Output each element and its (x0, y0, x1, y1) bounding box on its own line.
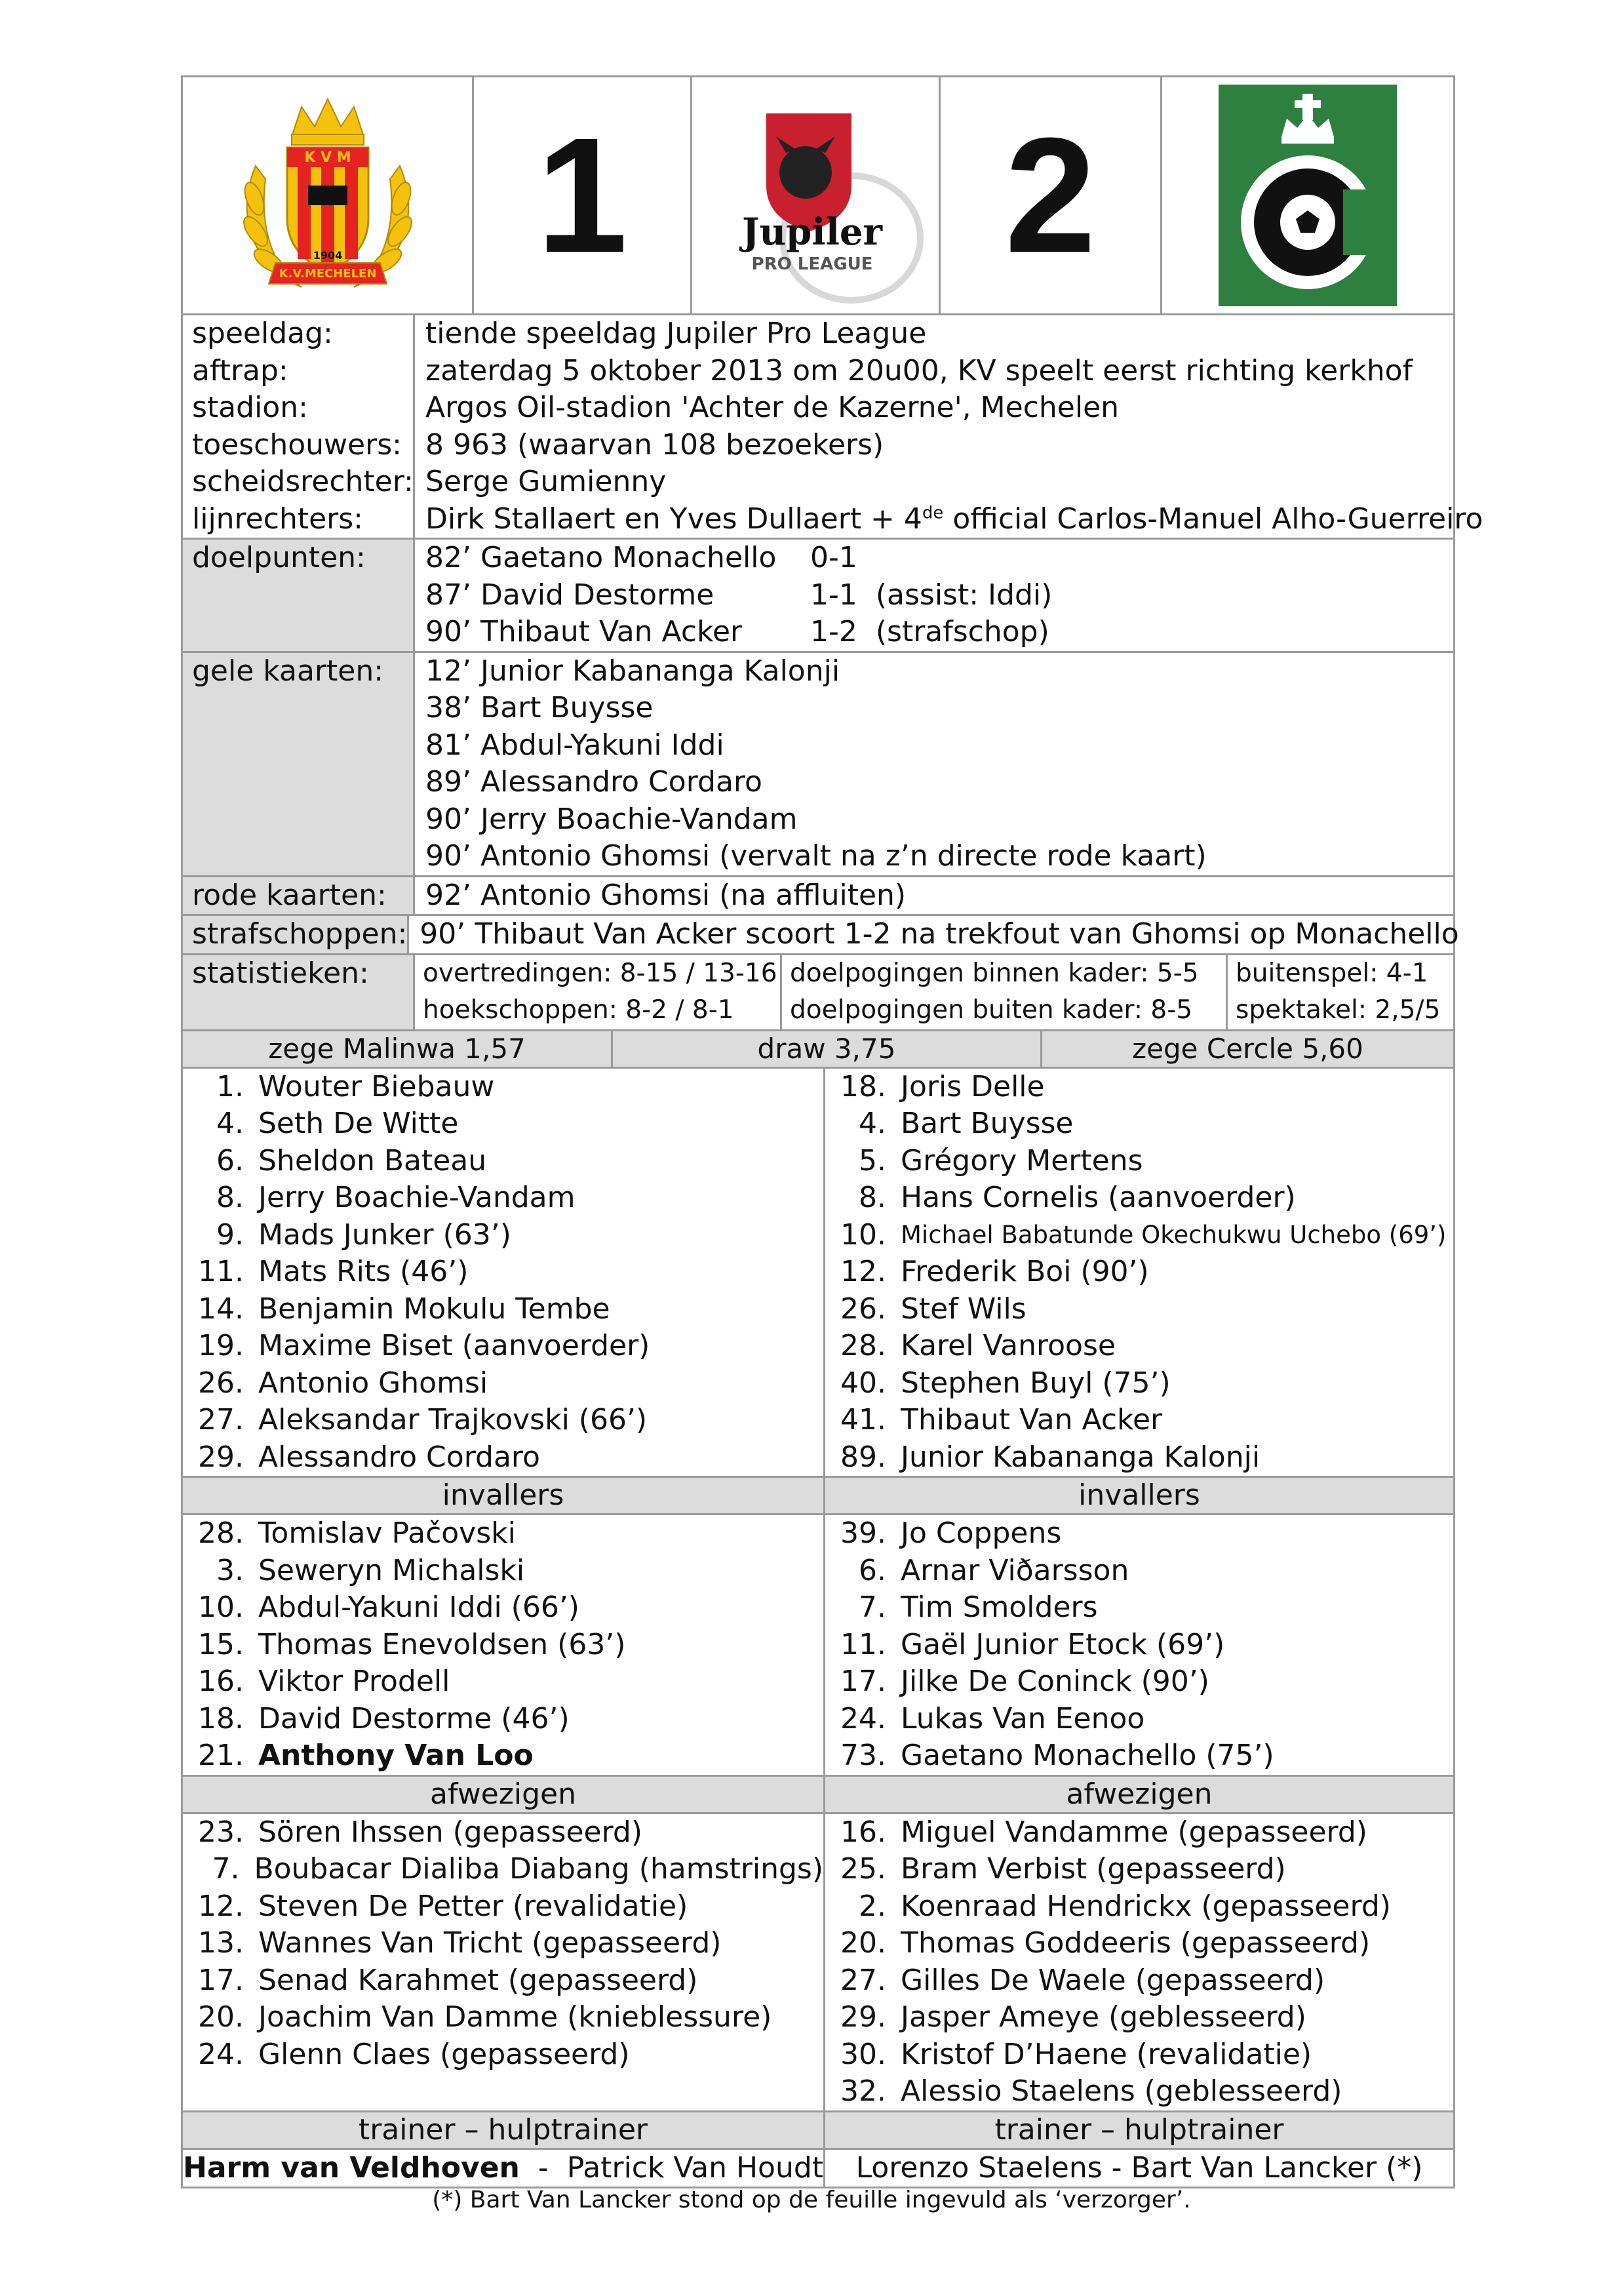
player-name: Wouter Biebauw (258, 1069, 495, 1103)
shirt-number: 27. (840, 1963, 886, 1997)
list-item (825, 1069, 1453, 1106)
player-name: Kristof D’Haene (revalidatie) (901, 2037, 1312, 2071)
shirt-number: 6. (216, 1143, 244, 1178)
card-player: Alessandro Cordaro (480, 765, 762, 799)
yellow-card-row (425, 653, 1453, 690)
stat-corners: hoekschoppen: 8-2 / 8-1 (423, 995, 734, 1025)
shirt-number: 10. (198, 1591, 244, 1624)
player-name: Arnar Viðarsson (901, 1553, 1129, 1587)
shirt-number: 16. (840, 1815, 886, 1849)
away-starters (825, 1069, 1453, 1476)
trainers-row (183, 2150, 1453, 2187)
penalties-list (409, 916, 1458, 953)
league-logo-cell (692, 77, 941, 313)
player-name: Seweryn Michalski (258, 1553, 525, 1587)
goals-list (415, 540, 1453, 651)
lijnrechters-post: official Carlos-Manuel Alho-Guerreiro (943, 502, 1483, 536)
list-item (825, 1851, 1453, 1888)
shirt-number: 12. (840, 1255, 886, 1288)
list-item (183, 1328, 823, 1365)
shirt-number: 26. (198, 1366, 244, 1400)
list-item (183, 1888, 823, 1926)
shirt-number: 73. (840, 1739, 886, 1772)
home-starters (183, 1069, 825, 1476)
card-player: Antonio Ghomsi (na affluiten) (480, 878, 907, 912)
shirt-number: 16. (198, 1665, 244, 1698)
match-report-sheet (181, 75, 1483, 2188)
shirt-number: 11. (840, 1627, 886, 1661)
player-name: Senad Karahmet (gepasseerd) (258, 1963, 698, 1997)
shirt-number: 2. (859, 1889, 886, 1923)
player-name: Jasper Ameye (geblesseerd) (901, 2000, 1306, 2034)
player-name: Alessio Staelens (geblesseerd) (901, 2074, 1342, 2108)
yellow-label-cell (183, 653, 415, 875)
red-cards-list (415, 877, 1453, 915)
yellow-card-row (425, 690, 1453, 727)
player-name: Stephen Buyl (75’) (901, 1366, 1171, 1400)
player-name: Joris Delle (901, 1069, 1045, 1103)
list-item (183, 1553, 823, 1590)
player-name: Viktor Prodell (258, 1665, 450, 1698)
player-name: David Destorme (46’) (258, 1701, 570, 1735)
info-label-aftrap: aftrap: (192, 353, 288, 387)
list-item (825, 1737, 1453, 1775)
stat-shots-off-target: doelpogingen buiten kader: 8-5 (790, 995, 1193, 1025)
stat-offside: buitenspel: 4-1 (1236, 958, 1428, 988)
shirt-number: 28. (198, 1516, 244, 1550)
absentees (183, 1814, 1453, 2112)
goal-minute: 90’ (425, 615, 471, 648)
red-cards-block (183, 877, 1453, 917)
player-name: Thibaut Van Acker (901, 1403, 1163, 1436)
shirt-number: 24. (840, 1701, 886, 1735)
trainer-separator: - (519, 2150, 567, 2185)
away-trainer-heading: trainer – hulptrainer (994, 2112, 1284, 2147)
shirt-number: 7. (212, 1852, 240, 1886)
card-player: Antonio Ghomsi (vervalt na z’n directe rode kaart) (480, 839, 1207, 873)
list-item (825, 1888, 1453, 1926)
player-name: Koenraad Hendrickx (gepasseerd) (901, 1889, 1391, 1923)
player-name: Bram Verbist (gepasseerd) (901, 1852, 1286, 1886)
penalty-row (420, 916, 1458, 953)
card-minute: 90’ (425, 802, 471, 836)
list-item (825, 1291, 1453, 1328)
home-subs-heading: invallers (183, 1478, 825, 1513)
shirt-number: 32. (840, 2074, 886, 2108)
stats-block (183, 955, 1453, 1031)
shirt-number: 20. (840, 1926, 886, 1960)
away-absent (825, 1814, 1453, 2110)
card-player: Jerry Boachie-Vandam (480, 802, 798, 836)
list-item (825, 1328, 1453, 1365)
info-label-lijnrechters: lijnrechters: (192, 502, 363, 536)
yellow-card-row (425, 727, 1453, 764)
stat-fouls: overtredingen: 8-15 / 13-16 (423, 958, 777, 988)
away-subs-heading: invallers (1078, 1478, 1200, 1512)
shirt-number: 39. (840, 1516, 886, 1550)
shirt-number: 13. (198, 1926, 244, 1960)
info-label-stadion: stadion: (192, 391, 308, 424)
shirt-number: 4. (859, 1107, 886, 1140)
yellow-card-row (425, 838, 1453, 875)
crest-year: 1904 (313, 249, 342, 262)
info-value-lijnrechters (425, 501, 1483, 538)
goal-row (425, 577, 1453, 614)
player-name: Bart Buysse (901, 1107, 1074, 1140)
yellow-cards-block (183, 653, 1453, 877)
stats-col-shots (782, 955, 1228, 1029)
shirt-number: 15. (198, 1627, 244, 1661)
stats-label-cell (183, 955, 415, 1029)
card-minute: 89’ (425, 765, 471, 799)
player-name: Aleksandar Trajkovski (66’) (258, 1403, 648, 1436)
general-info-block (183, 315, 1483, 540)
goal-player: Thibaut Van Acker (480, 615, 743, 648)
kv-mechelen-crest-icon (229, 87, 426, 304)
yellow-card-row (425, 764, 1453, 801)
subs-header (183, 1478, 1453, 1515)
card-minute: 90’ (425, 839, 471, 873)
list-item (183, 1589, 823, 1627)
shirt-number: 26. (840, 1292, 886, 1326)
info-value-scheidsrechter: Serge Gumienny (425, 465, 667, 498)
lijnrechters-sup: de (922, 502, 944, 523)
away-crest-cell (1162, 77, 1453, 313)
card-player: Abdul-Yakuni Iddi (480, 728, 724, 762)
player-name: Miguel Vandamme (gepasseerd) (901, 1815, 1367, 1849)
card-minute: 12’ (425, 654, 471, 688)
list-item (183, 2036, 823, 2074)
player-name: Jerry Boachie-Vandam (258, 1181, 576, 1214)
red-label-cell (183, 877, 415, 915)
player-name: Abdul-Yakuni Iddi (66’) (258, 1591, 579, 1624)
substitutes (183, 1515, 1453, 1777)
list-item (825, 1515, 1453, 1553)
goal-score: 0-1 (810, 541, 857, 574)
list-item (183, 1962, 823, 2000)
home-crest-cell (183, 77, 474, 313)
goals-label-cell (183, 540, 415, 651)
odds-bar (183, 1031, 1453, 1069)
goal-player: David Destorme (480, 578, 714, 612)
trainer-header (183, 2112, 1453, 2150)
shirt-number: 1. (216, 1069, 244, 1103)
general-info-labels (183, 315, 415, 538)
yellow-cards-list (415, 653, 1453, 875)
player-name: Sören Ihssen (gepasseerd) (258, 1815, 643, 1849)
shirt-number: 18. (840, 1069, 886, 1103)
home-score-cell (474, 77, 692, 313)
list-item (825, 1365, 1453, 1402)
away-trainers: Lorenzo Staelens - Bart Van Lancker (*) (855, 2150, 1423, 2185)
player-name: Joachim Van Damme (knieblessure) (258, 2000, 772, 2034)
info-value-toeschouwers: 8 963 (waarvan 108 bezoekers) (425, 427, 884, 462)
stats-values (415, 955, 1453, 1029)
penalty-label-cell (183, 916, 409, 953)
lijnrechters-pre: Dirk Stallaert en Yves Dullaert + 4 (425, 502, 922, 536)
goal-row (425, 614, 1453, 651)
player-name: Jilke De Coninck (90’) (901, 1665, 1209, 1698)
list-item (825, 1962, 1453, 2000)
shirt-number: 40. (840, 1366, 886, 1400)
stats-col-offside-spectacle (1228, 955, 1453, 1029)
general-info-values (415, 315, 1483, 538)
list-item (183, 1439, 823, 1476)
shirt-number: 8. (216, 1181, 244, 1214)
stats-label: statistieken: (192, 956, 369, 990)
list-item (183, 1814, 823, 1851)
list-item (825, 1439, 1453, 1476)
player-name: Hans Cornelis (aanvoerder) (901, 1181, 1296, 1214)
shirt-number: 41. (840, 1403, 886, 1436)
shirt-number: 24. (198, 2037, 244, 2071)
away-subs (825, 1515, 1453, 1775)
goal-minute: 87’ (425, 578, 471, 612)
player-name: Jo Coppens (901, 1516, 1062, 1550)
home-absent-heading: afwezigen (183, 1777, 825, 1812)
red-card-row (425, 877, 1453, 915)
player-name: Stef Wils (901, 1292, 1027, 1326)
list-item (825, 1999, 1453, 2036)
goal-note: (assist: Iddi) (875, 578, 1053, 612)
list-item (825, 1105, 1453, 1143)
info-value-aftrap: zaterdag 5 oktober 2013 om 20u00, KV speelt eerst richting kerkhof (425, 353, 1413, 387)
starting-lineups (183, 1069, 1453, 1478)
list-item (825, 1217, 1453, 1254)
home-score: 1 (536, 104, 628, 287)
player-name: Junior Kabananga Kalonji (901, 1440, 1261, 1474)
list-item (183, 1179, 823, 1217)
shirt-number: 25. (840, 1852, 886, 1886)
player-name: Maxime Biset (aanvoerder) (258, 1329, 650, 1362)
penalty-text: Thibaut Van Acker scoort 1-2 na trekfout van Ghomsi op Monachello (475, 917, 1459, 951)
shirt-number: 10. (840, 1217, 886, 1252)
goals-block (183, 540, 1453, 653)
jupiler-pro-league-logo-icon (707, 87, 924, 304)
shirt-number: 5. (859, 1143, 886, 1178)
footnote: (*) Bart Van Lancker stond op de feuille ingevuld als ‘verzorger’. (432, 2187, 1191, 2213)
home-trainers (183, 2150, 825, 2187)
shirt-number: 23. (198, 1815, 244, 1849)
shirt-number: 21. (198, 1739, 244, 1772)
player-name: Alessandro Cordaro (258, 1440, 540, 1474)
player-name: Gaël Junior Etock (69’) (901, 1627, 1225, 1661)
shirt-number: 89. (840, 1440, 886, 1474)
info-value-speeldag: tiende speeldag Jupiler Pro League (425, 317, 927, 350)
odds-draw: draw 3,75 (613, 1031, 1042, 1067)
away-absent-heading: afwezigen (1066, 1777, 1213, 1811)
penalties-block (183, 916, 1459, 955)
list-item (183, 1627, 823, 1664)
list-item (825, 1925, 1453, 1962)
player-name: Wannes Van Tricht (gepasseerd) (258, 1926, 722, 1960)
list-item (825, 1143, 1453, 1180)
shirt-number: 4. (216, 1107, 244, 1140)
shirt-number: 12. (198, 1889, 244, 1923)
player-name: Mads Junker (63’) (258, 1217, 511, 1252)
list-item (183, 1663, 823, 1701)
score-header (183, 77, 1453, 315)
shirt-number: 6. (859, 1553, 886, 1587)
player-name: Frederik Boi (90’) (901, 1255, 1149, 1288)
list-item (183, 1254, 823, 1291)
stat-spectacle: spektakel: 2,5/5 (1236, 995, 1441, 1025)
shirt-number: 11. (198, 1255, 244, 1288)
list-item (825, 1589, 1453, 1627)
list-item (183, 1701, 823, 1738)
yellow-card-row (425, 801, 1453, 839)
shirt-number: 9. (216, 1217, 244, 1252)
player-name: Lukas Van Eenoo (901, 1701, 1145, 1735)
list-item (825, 1701, 1453, 1738)
card-minute: 81’ (425, 728, 471, 762)
shirt-number: 29. (198, 1440, 244, 1474)
list-item (825, 1663, 1453, 1701)
shirt-number: 27. (198, 1403, 244, 1436)
list-item (183, 1925, 823, 1962)
list-item (183, 1291, 823, 1328)
player-name: Antonio Ghomsi (258, 1366, 488, 1400)
shirt-number: 29. (840, 2000, 886, 2034)
list-item (825, 1814, 1453, 1851)
crest-club-name: K.V.MECHELEN (279, 267, 376, 281)
player-name: Boubacar Dialiba Diabang (hamstrings) (254, 1852, 823, 1886)
penalties-label: strafschoppen: (192, 917, 408, 951)
home-trainer-heading: trainer – hulptrainer (183, 2112, 825, 2148)
pro-league-text: PRO LEAGUE (751, 254, 873, 274)
shirt-number: 28. (840, 1329, 886, 1362)
home-absent (183, 1814, 825, 2110)
player-name: Thomas Goddeeris (gepasseerd) (901, 1926, 1371, 1960)
list-item (183, 1851, 823, 1888)
home-assistant-coach: Patrick Van Houdt (566, 2150, 824, 2185)
jupiler-brand-text: Jupiler (741, 210, 883, 254)
goal-score: 1-2 (810, 615, 857, 648)
penalty-minute: 90’ (420, 917, 466, 951)
list-item (183, 1737, 823, 1775)
list-item (183, 1143, 823, 1180)
yellow-cards-label: gele kaarten: (192, 654, 384, 688)
crest-kvm-text: K V M (303, 149, 351, 166)
goal-score: 1-1 (810, 578, 857, 612)
player-name: Thomas Enevoldsen (63’) (258, 1627, 626, 1661)
player-name: Tomislav Pačovski (258, 1516, 516, 1550)
shirt-number: 30. (840, 2037, 886, 2071)
list-item (183, 1217, 823, 1254)
player-name: Sheldon Bateau (258, 1143, 487, 1178)
info-label-speeldag: speeldag: (192, 317, 333, 350)
list-item (183, 1069, 823, 1106)
card-minute: 38’ (425, 691, 471, 724)
player-name: Gilles De Waele (gepasseerd) (901, 1963, 1325, 1997)
card-player: Junior Kabananga Kalonji (480, 654, 840, 688)
goal-player: Gaetano Monachello (480, 541, 777, 574)
info-label-scheidsrechter: scheidsrechter: (192, 465, 414, 498)
player-name: Karel Vanroose (901, 1329, 1116, 1362)
stat-shots-on-target: doelpogingen binnen kader: 5-5 (790, 958, 1199, 988)
player-name: Gaetano Monachello (75’) (901, 1739, 1274, 1772)
goal-note: (strafschop) (875, 615, 1049, 648)
info-label-toeschouwers: toeschouwers: (192, 427, 402, 462)
list-item (825, 1553, 1453, 1590)
red-cards-label: rode kaarten: (192, 878, 387, 912)
odds-away-win: zege Cercle 5,60 (1132, 1032, 1363, 1065)
player-name: Mats Rits (46’) (258, 1255, 469, 1288)
list-item (825, 1627, 1453, 1664)
list-item (183, 1999, 823, 2036)
goals-label: doelpunten: (192, 541, 366, 574)
player-name: Benjamin Mokulu Tembe (258, 1292, 610, 1326)
info-value-stadion: Argos Oil-stadion 'Achter de Kazerne', Mechelen (425, 391, 1120, 424)
shirt-number: 8. (859, 1181, 886, 1214)
player-name: Glenn Claes (gepasseerd) (258, 2037, 630, 2071)
list-item (183, 1515, 823, 1553)
shirt-number: 20. (198, 2000, 244, 2034)
shirt-number: 18. (198, 1701, 244, 1735)
shirt-number: 17. (840, 1665, 886, 1698)
player-name: Tim Smolders (901, 1591, 1098, 1624)
shirt-number: 7. (859, 1591, 886, 1624)
shirt-number: 14. (198, 1292, 244, 1326)
absent-header (183, 1777, 1453, 1814)
player-name: Seth De Witte (258, 1107, 459, 1140)
shirt-number: 3. (216, 1553, 244, 1587)
goal-minute: 82’ (425, 541, 471, 574)
card-player: Bart Buysse (480, 691, 654, 724)
stats-col-fouls-corners (415, 955, 782, 1029)
home-head-coach: Harm van Veldhoven (183, 2150, 520, 2185)
list-item (183, 1105, 823, 1143)
odds-home-win: zege Malinwa 1,57 (183, 1031, 613, 1067)
away-score: 2 (1004, 104, 1097, 287)
player-name: Grégory Mertens (901, 1143, 1143, 1178)
cercle-brugge-crest-icon (1219, 85, 1397, 306)
home-subs (183, 1515, 825, 1775)
list-item (825, 1179, 1453, 1217)
player-name: Steven De Petter (revalidatie) (258, 1889, 688, 1923)
list-item (825, 2036, 1453, 2074)
list-item (183, 1402, 823, 1439)
goal-row (425, 540, 1453, 577)
list-item (825, 1254, 1453, 1291)
player-name: Anthony Van Loo (258, 1739, 534, 1772)
away-score-cell (941, 77, 1162, 313)
shirt-number: 19. (198, 1329, 244, 1362)
list-item (825, 2073, 1453, 2110)
card-minute: 92’ (425, 878, 471, 912)
list-item (183, 1365, 823, 1402)
player-name: Michael Babatunde Okechukwu Uchebo (69’) (901, 1220, 1447, 1249)
shirt-number: 17. (198, 1963, 244, 1997)
list-item (825, 1402, 1453, 1439)
